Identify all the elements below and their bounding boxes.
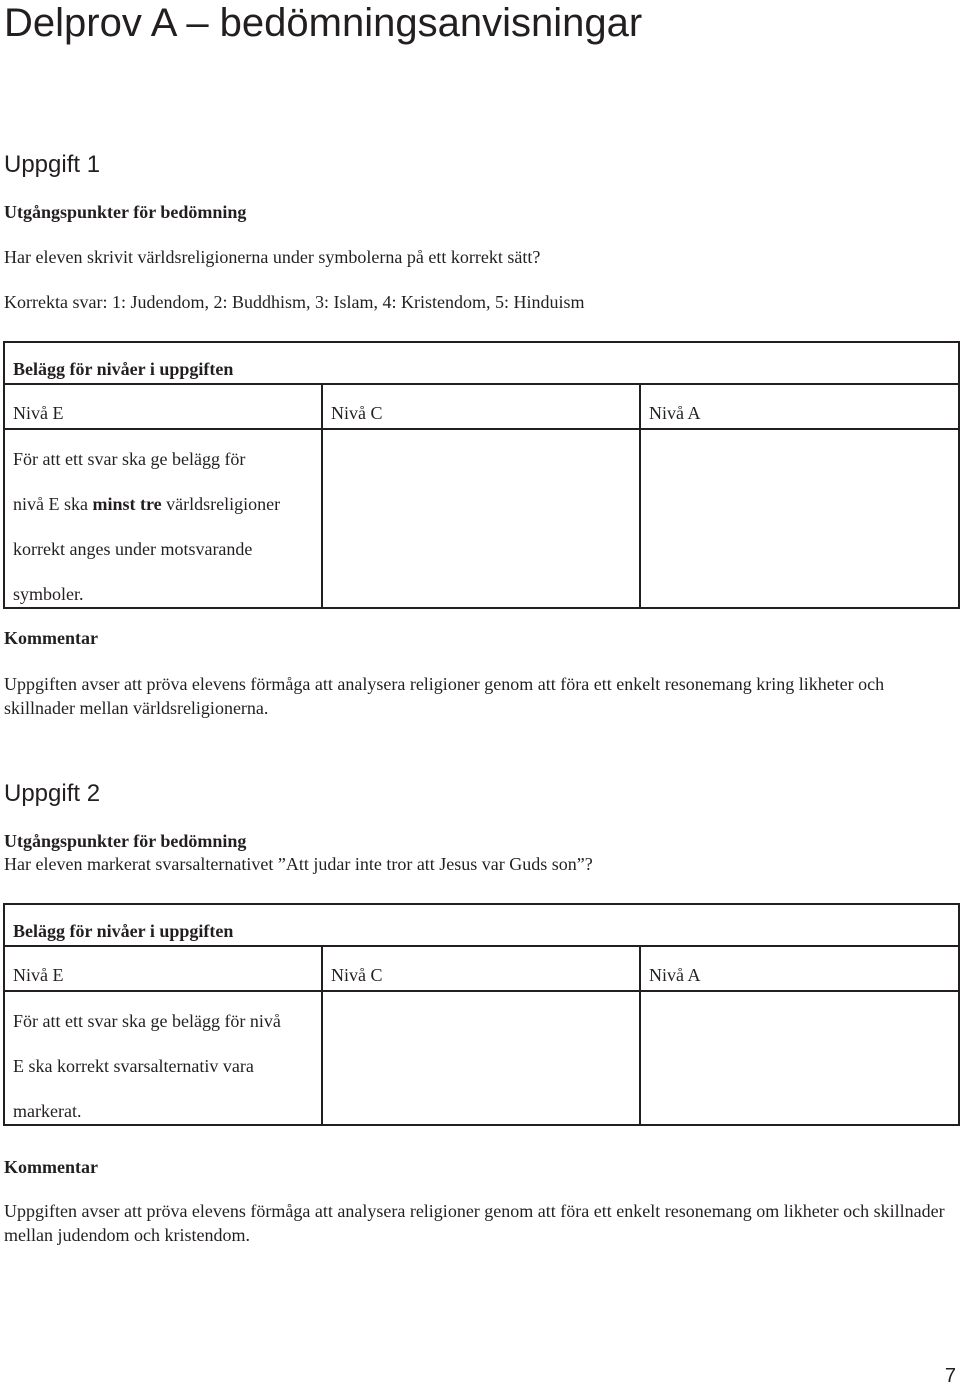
task2-e-line2: E ska korrekt svarsalternativ vara bbox=[13, 1056, 254, 1076]
task1-comment: Uppgiften avser att pröva elevens förmåga att analysera religioner genom att föra ett enkelt resonemang kring likheter och skillnader mellan världsreligionerna. bbox=[4, 674, 885, 718]
task1-cell-a bbox=[640, 429, 959, 608]
task2-col-e: Nivå E bbox=[4, 946, 322, 991]
task1-e-line1: För att ett svar ska ge belägg för bbox=[13, 449, 246, 469]
task2-level-table bbox=[3, 903, 960, 1126]
task1-table-header: Belägg för nivåer i uppgiften bbox=[4, 342, 959, 384]
task2-e-line3: markerat. bbox=[13, 1101, 82, 1121]
task1-cell-c bbox=[322, 429, 640, 608]
task1-col-e: Nivå E bbox=[4, 384, 322, 429]
task1-col-a: Nivå A bbox=[640, 384, 959, 429]
task1-e-line4: symboler. bbox=[13, 584, 84, 604]
task1-col-c: Nivå C bbox=[322, 384, 640, 429]
task2-col-c: Nivå C bbox=[322, 946, 640, 991]
task2-cell-a bbox=[640, 991, 959, 1125]
task1-criteria-label: Utgångspunkter för bedömning bbox=[4, 202, 247, 222]
task1-heading: Uppgift 1 bbox=[4, 151, 101, 178]
task1-comment-label: Kommentar bbox=[4, 628, 98, 648]
task2-e-line1: För att ett svar ska ge belägg för nivå bbox=[13, 1011, 281, 1031]
task1-cell-e bbox=[4, 429, 322, 608]
task2-question: Har eleven markerat svarsalternativet ”Att judar inte tror att Jesus var Guds son”? bbox=[4, 854, 593, 874]
task1-question: Har eleven skrivit världsreligionerna under symbolerna på ett korrekt sätt? bbox=[4, 247, 541, 267]
task2-cell-c bbox=[322, 991, 640, 1125]
task1-answers: Korrekta svar: 1: Judendom, 2: Buddhism, 3: Islam, 4: Kristendom, 5: Hinduism bbox=[4, 292, 585, 312]
task2-cell-e bbox=[4, 991, 322, 1125]
task2-table-header: Belägg för nivåer i uppgiften bbox=[4, 904, 959, 946]
task1-level-table bbox=[3, 341, 960, 609]
task2-comment: Uppgiften avser att pröva elevens förmåga att analysera religioner genom att föra ett enkelt resonemang om likheter och skillnader mellan judendom och kristendom. bbox=[4, 1201, 945, 1245]
task1-e-line3: korrekt anges under motsvarande bbox=[13, 539, 253, 559]
page-title: Delprov A – bedömningsanvisningar bbox=[4, 1, 643, 45]
task2-comment-label: Kommentar bbox=[4, 1157, 98, 1177]
task1-e-line2: nivå E ska minst tre världsreligioner bbox=[13, 494, 281, 514]
task2-col-a: Nivå A bbox=[640, 946, 959, 991]
task1-e-emphasis: minst tre bbox=[92, 494, 162, 514]
task2-criteria-label: Utgångspunkter för bedömning bbox=[4, 831, 247, 851]
page-number: 7 bbox=[944, 1365, 956, 1387]
task2-heading: Uppgift 2 bbox=[4, 780, 101, 807]
